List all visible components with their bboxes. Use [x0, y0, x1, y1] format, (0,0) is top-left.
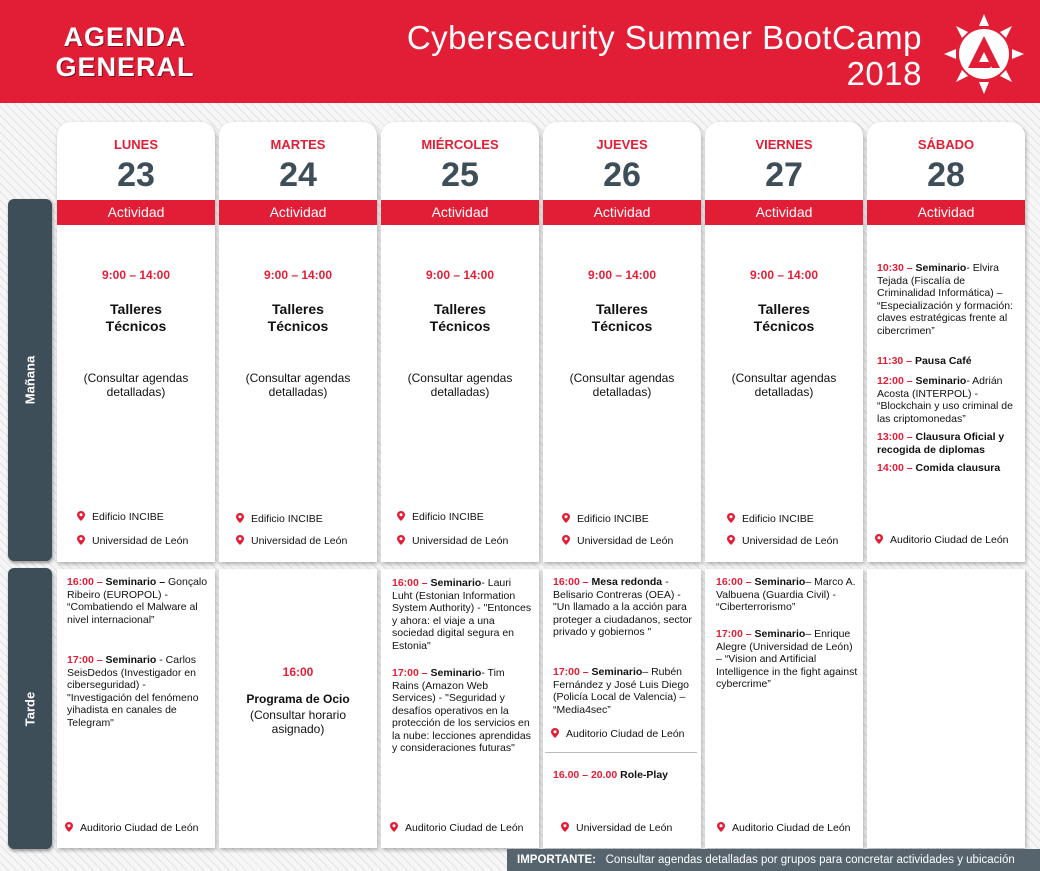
workshop-title: Talleres Técnicos	[429, 301, 491, 334]
day-number: 27	[765, 156, 803, 194]
location-pin-icon	[390, 822, 398, 832]
day-number: 24	[279, 156, 317, 194]
day-name: MIÉRCOLES	[421, 137, 499, 152]
location-incibe: Edificio INCIBE	[236, 513, 323, 525]
event-thursday-1700: 17:00 – Seminario– Rubén Fernández y José Luis Diego (Policía Local de Valencia) – “Media4sec”	[553, 666, 689, 716]
day-name: MARTES	[270, 137, 326, 152]
event-saturday-1400: 14:00 – Comida clausura	[877, 462, 1001, 474]
location-pin-icon	[77, 511, 85, 521]
day-column-saturday	[867, 122, 1025, 562]
day-number: 28	[927, 156, 965, 194]
side-label-morning	[8, 199, 52, 561]
workshop-note: (Consultar agendas detalladas)	[245, 371, 351, 399]
day-name: LUNES	[113, 137, 159, 152]
location-pin-icon	[562, 513, 570, 523]
workshop-title: Talleres Técnicos	[591, 301, 653, 334]
morning-time: 9:00 – 14:00	[101, 268, 171, 282]
event-friday-1600: 16:00 – Seminario– Marco A. Valbuena (Guardia Civil) - “Ciberterrorismo”	[716, 576, 856, 613]
important-label: IMPORTANTE:	[517, 854, 597, 866]
location-incibe: Edificio INCIBE	[562, 513, 649, 525]
event-saturday-1030: 10:30 – Seminario- Elvira Tejada (Fiscalía de Criminalidad Informática) – “Especialización y formación: claves estratégicas frente al cibercrimen”	[877, 262, 1013, 337]
event-wednesday-1700: 17:00 – Seminario- Tim Rains (Amazon Web Services) - "Seguridad y desafíos operativos en la protección de los servicios en la nube: lecciones aprendidas y consideraciones futuras"	[392, 667, 531, 754]
location-universidad: Universidad de León	[236, 535, 347, 547]
workshop-note: (Consultar agendas detalladas)	[83, 371, 189, 399]
location-auditorio: Auditorio Ciudad de León	[875, 534, 1009, 546]
event-thursday-roleplay: 16.00 – 20.00 Role-Play	[553, 769, 669, 781]
location-auditorio: Auditorio Ciudad de León	[551, 728, 685, 740]
location-auditorio: Auditorio Ciudad de León	[717, 822, 851, 834]
workshop-note: (Consultar agendas detalladas)	[407, 371, 513, 399]
day-number: 25	[441, 156, 479, 194]
day-name: SÁBADO	[917, 137, 975, 152]
day-name: JUEVES	[596, 137, 648, 152]
activity-label: Actividad	[867, 200, 1025, 225]
location-pin-icon	[236, 535, 244, 545]
day-number: 23	[117, 156, 155, 194]
activity-label: Actividad	[705, 200, 863, 225]
event-title	[407, 20, 922, 92]
agenda-title	[50, 22, 200, 82]
location-pin-icon	[551, 728, 559, 738]
event-monday-1700: 17:00 – Seminario - Carlos SeisDedos (Investigador en ciberseguridad) - "Investigación del fenómeno yihadista en canales de Telegram"	[67, 654, 199, 729]
day-column-monday	[57, 122, 215, 562]
event-saturday-1200: 12:00 – Seminario- Adrián Acosta (INTERPOL) - “Blockchain y uso criminal de las criptomonedas”	[877, 375, 1013, 425]
header-bar	[0, 0, 1040, 103]
event-friday-1700: 17:00 – Seminario– Enrique Alegre (Universidad de León) – “Vision and Artificial Intelligence in the fight against cybercrime”	[716, 628, 858, 690]
workshop-note: (Consultar agendas detalladas)	[731, 371, 837, 399]
afternoon-cell-saturday	[867, 569, 1025, 848]
location-universidad: Universidad de León	[397, 535, 508, 547]
location-universidad: Universidad de León	[562, 535, 673, 547]
thursday-divider	[545, 752, 697, 753]
day-name: VIERNES	[755, 137, 813, 152]
location-pin-icon	[236, 513, 244, 523]
event-title-line1: Cybersecurity Summer BootCamp	[406, 19, 922, 56]
location-auditorio: Auditorio Ciudad de León	[390, 822, 524, 834]
day-number: 26	[603, 156, 641, 194]
agenda-title-line1: AGENDA	[63, 22, 187, 52]
event-tuesday-title: Programa de Ocio	[246, 692, 350, 706]
location-pin-icon	[77, 535, 85, 545]
location-pin-icon	[397, 535, 405, 545]
location-universidad: Universidad de León	[77, 535, 188, 547]
morning-time: 9:00 – 14:00	[749, 268, 819, 282]
event-wednesday-1600: 16:00 – Seminario- Lauri Luht (Estonian Information System Authority) - "Entonces y ahora: el viaje a una sociedad digital segura en Estonia"	[392, 577, 532, 652]
location-incibe: Edificio INCIBE	[397, 511, 484, 523]
morning-time: 9:00 – 14:00	[263, 268, 333, 282]
morning-time: 9:00 – 14:00	[587, 268, 657, 282]
location-incibe: Edificio INCIBE	[727, 513, 814, 525]
location-universidad: Universidad de León	[727, 535, 838, 547]
event-thursday-1600: 16:00 – Mesa redonda - Belisario Contreras (OEA) - "Un llamado a la acción para proteger a ciudadanos, sector privado y gobiernos "	[553, 576, 692, 638]
location-pin-icon	[727, 513, 735, 523]
afternoon-cell-monday	[57, 569, 215, 848]
location-universidad: Universidad de León	[561, 822, 672, 834]
side-label-afternoon-text: Tarde	[22, 691, 38, 726]
activity-label: Actividad	[381, 200, 539, 225]
activity-label: Actividad	[543, 200, 701, 225]
day-column-friday	[705, 122, 863, 562]
location-pin-icon	[727, 535, 735, 545]
event-title-year: 2018	[846, 55, 922, 92]
workshop-title: Talleres Técnicos	[105, 301, 167, 334]
workshop-note: (Consultar agendas detalladas)	[569, 371, 675, 399]
day-column-thursday	[543, 122, 701, 562]
agenda-title-line2: GENERAL	[55, 52, 195, 82]
workshop-title: Talleres Técnicos	[753, 301, 815, 334]
workshop-title: Talleres Técnicos	[267, 301, 329, 334]
location-pin-icon	[875, 534, 883, 544]
location-pin-icon	[397, 511, 405, 521]
side-label-morning-text: Mañana	[22, 355, 38, 405]
location-incibe: Edificio INCIBE	[77, 511, 164, 523]
event-monday-1600: 16:00 – Seminario – Gonçalo Ribeiro (EUROPOL) - “Combatiendo el Malware al nivel internacional”	[67, 576, 208, 626]
location-pin-icon	[561, 822, 569, 832]
location-auditorio: Auditorio Ciudad de León	[65, 822, 199, 834]
activity-label: Actividad	[57, 200, 215, 225]
event-saturday-1300: 13:00 – Clausura Oficial y recogida de diplomas	[877, 431, 1005, 456]
location-pin-icon	[65, 822, 73, 832]
event-tuesday-time: 16:00	[282, 665, 314, 679]
important-text: Consultar agendas detalladas por grupos para concretar actividades y ubicación	[605, 854, 1015, 866]
afternoon-cell-friday	[705, 569, 863, 848]
morning-time: 9:00 – 14:00	[425, 268, 495, 282]
event-tuesday-note: (Consultar horario asignado)	[249, 708, 347, 736]
afternoon-cell-thursday	[543, 569, 701, 848]
afternoon-cell-tuesday	[219, 569, 377, 848]
important-note	[507, 849, 1040, 871]
activity-label: Actividad	[219, 200, 377, 225]
day-column-tuesday	[219, 122, 377, 562]
bootcamp-logo-icon	[944, 14, 1024, 94]
day-column-wednesday	[381, 122, 539, 562]
location-pin-icon	[717, 822, 725, 832]
location-pin-icon	[562, 535, 570, 545]
side-label-afternoon	[8, 568, 52, 849]
event-saturday-1130: 11:30 – Pausa Café	[877, 355, 972, 367]
afternoon-cell-wednesday	[381, 569, 539, 848]
